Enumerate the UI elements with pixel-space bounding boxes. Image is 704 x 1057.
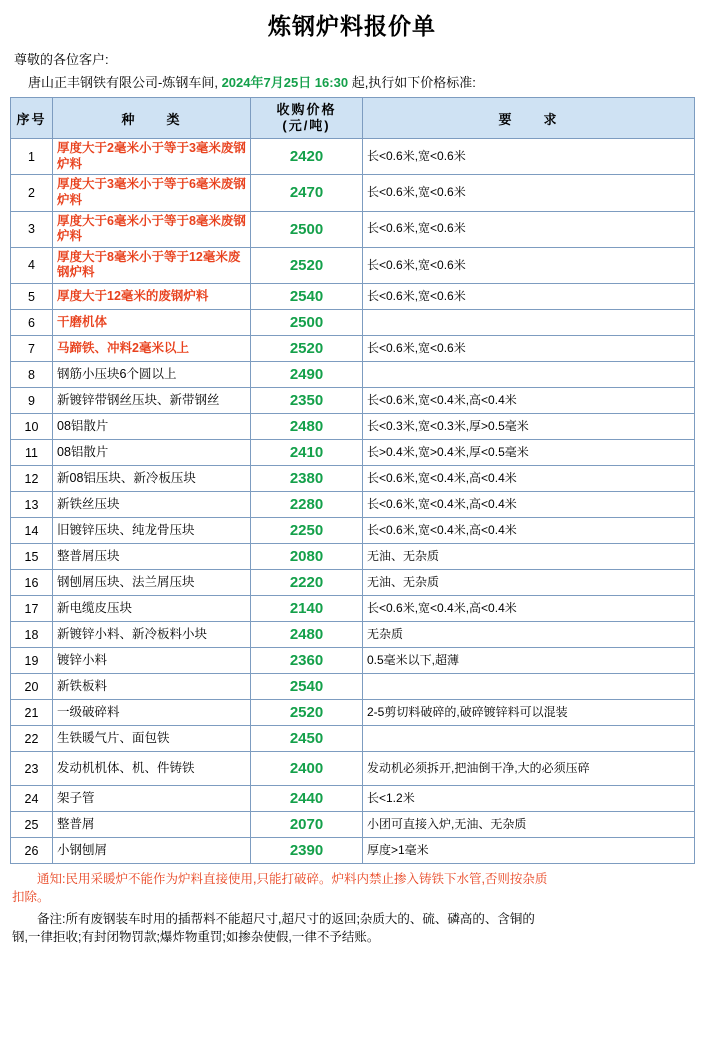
page-title: 炼钢炉料报价单 (268, 13, 436, 39)
cell-requirement: 长<0.6米,宽<0.4米,高<0.4米 (363, 388, 695, 414)
cell-kind: 厚度大于6毫米小于等于8毫米废钢炉料 (53, 211, 251, 247)
cell-requirement: 无杂质 (363, 622, 695, 648)
header-requirement: 要 求 (363, 98, 695, 139)
table-row (11, 726, 695, 752)
table-row (11, 544, 695, 570)
cell-kind: 厚度大于3毫米小于等于6毫米废钢炉料 (53, 175, 251, 211)
table-row (11, 622, 695, 648)
cell-price: 2410 (251, 440, 363, 466)
remark-line-1: 备注:所有废钢装车时用的插帮料不能超尺寸,超尺寸的返回;杂质大的、硫、磷高的、含铜的 (37, 912, 535, 927)
header-kind: 种 类 (53, 98, 251, 139)
cell-index: 24 (11, 786, 53, 812)
cell-price: 2520 (251, 247, 363, 283)
cell-price: 2520 (251, 336, 363, 362)
cell-price: 2140 (251, 596, 363, 622)
table-row (11, 570, 695, 596)
table-row (11, 752, 695, 786)
cell-kind: 新镀锌小料、新冷板料小块 (53, 622, 251, 648)
cell-kind: 整普屑 (53, 812, 251, 838)
cell-requirement: 无油、无杂质 (363, 544, 695, 570)
cell-index: 16 (11, 570, 53, 596)
cell-kind: 新08铝压块、新冷板压块 (53, 466, 251, 492)
cell-index: 8 (11, 362, 53, 388)
cell-kind: 马蹄铁、冲料2毫米以上 (53, 336, 251, 362)
cell-requirement: 长>0.4米,宽>0.4米,厚<0.5毫米 (363, 440, 695, 466)
cell-index: 12 (11, 466, 53, 492)
notice-line-2: 扣除。 (12, 890, 50, 905)
cell-price: 2450 (251, 726, 363, 752)
header-price-line2: (元/吨) (282, 118, 331, 133)
cell-index: 22 (11, 726, 53, 752)
header-price (251, 98, 363, 139)
table-row (11, 139, 695, 175)
cell-index: 11 (11, 440, 53, 466)
table-row (11, 700, 695, 726)
cell-requirement: 长<1.2米 (363, 786, 695, 812)
table-row (11, 596, 695, 622)
cell-index: 26 (11, 838, 53, 864)
table-row (11, 388, 695, 414)
cell-kind: 厚度大于12毫米的废钢炉料 (53, 284, 251, 310)
table-row (11, 440, 695, 466)
table-row (11, 336, 695, 362)
cell-requirement: 小团可直接入炉,无油、无杂质 (363, 812, 695, 838)
cell-requirement: 长<0.6米,宽<0.6米 (363, 336, 695, 362)
cell-index: 9 (11, 388, 53, 414)
cell-kind: 厚度大于8毫米小于等于12毫米废钢炉料 (53, 247, 251, 283)
cell-requirement (363, 362, 695, 388)
table-row (11, 414, 695, 440)
cell-kind: 镀锌小料 (53, 648, 251, 674)
cell-price: 2070 (251, 812, 363, 838)
cell-price: 2540 (251, 674, 363, 700)
notice-line-1: 通知:民用采暖炉不能作为炉料直接使用,只能打破碎。炉料内禁止掺入铸铁下水管,否则按杂质 (37, 872, 548, 886)
remark-line-2: 钢,一律拒收;有封闭物罚款;爆炸物重罚;如掺杂使假,一律不予结账。 (12, 930, 380, 945)
cell-kind: 新铁板料 (53, 674, 251, 700)
header-price-line1: 收购价格 (276, 102, 337, 118)
cell-requirement: 长<0.6米,宽<0.6米 (363, 211, 695, 247)
cell-requirement: 无油、无杂质 (363, 570, 695, 596)
cell-kind: 小钢刨屑 (53, 838, 251, 864)
cell-kind: 钢筋小压块6个圆以上 (53, 362, 251, 388)
cell-requirement: 2-5剪切料破碎的,破碎镀锌料可以混装 (363, 700, 695, 726)
cell-kind: 生铁暖气片、面包铁 (53, 726, 251, 752)
table-row (11, 786, 695, 812)
intro-suffix: 起,执行如下价格标准: (351, 75, 476, 90)
cell-kind: 08铝散片 (53, 440, 251, 466)
cell-price: 2360 (251, 648, 363, 674)
cell-index: 13 (11, 492, 53, 518)
cell-price: 2500 (251, 310, 363, 336)
price-table-body (11, 139, 695, 864)
cell-price: 2480 (251, 622, 363, 648)
cell-kind: 发动机机体、机、件铸铁 (53, 752, 251, 786)
cell-index: 17 (11, 596, 53, 622)
cell-requirement: 长<0.6米,宽<0.6米 (363, 247, 695, 283)
cell-kind: 08铝散片 (53, 414, 251, 440)
cell-index: 5 (11, 284, 53, 310)
cell-price: 2480 (251, 414, 363, 440)
cell-requirement: 长<0.6米,宽<0.6米 (363, 284, 695, 310)
cell-price: 2540 (251, 284, 363, 310)
cell-requirement: 长<0.6米,宽<0.4米,高<0.4米 (363, 466, 695, 492)
cell-index: 23 (11, 752, 53, 786)
company-workshop: 唐山正丰钢铁有限公司-炼钢车间, (28, 75, 218, 90)
cell-price: 2520 (251, 700, 363, 726)
cell-index: 4 (11, 247, 53, 283)
table-row (11, 175, 695, 211)
cell-kind: 钢刨屑压块、法兰屑压块 (53, 570, 251, 596)
cell-price: 2350 (251, 388, 363, 414)
cell-index: 3 (11, 211, 53, 247)
cell-price: 2470 (251, 175, 363, 211)
cell-requirement (363, 310, 695, 336)
cell-index: 10 (11, 414, 53, 440)
intro-line (10, 70, 694, 97)
cell-requirement (363, 726, 695, 752)
cell-price: 2250 (251, 518, 363, 544)
notice-block (10, 864, 694, 906)
table-row (11, 838, 695, 864)
cell-kind: 新铁丝压块 (53, 492, 251, 518)
cell-price: 2220 (251, 570, 363, 596)
cell-index: 25 (11, 812, 53, 838)
table-header-row (11, 98, 695, 139)
cell-index: 18 (11, 622, 53, 648)
price-table (10, 97, 695, 864)
cell-price: 2500 (251, 211, 363, 247)
cell-requirement: 厚度>1毫米 (363, 838, 695, 864)
cell-kind: 旧镀锌压块、纯龙骨压块 (53, 518, 251, 544)
cell-price: 2390 (251, 838, 363, 864)
table-row (11, 310, 695, 336)
table-row (11, 648, 695, 674)
cell-price: 2080 (251, 544, 363, 570)
salutation: 尊敬的各位客户: (14, 52, 109, 67)
cell-index: 14 (11, 518, 53, 544)
cell-index: 15 (11, 544, 53, 570)
cell-price: 2380 (251, 466, 363, 492)
table-row (11, 812, 695, 838)
cell-index: 1 (11, 139, 53, 175)
header-index: 序号 (11, 98, 53, 139)
cell-price: 2420 (251, 139, 363, 175)
cell-index: 21 (11, 700, 53, 726)
cell-kind: 整普屑压块 (53, 544, 251, 570)
cell-index: 6 (11, 310, 53, 336)
cell-requirement (363, 674, 695, 700)
cell-requirement: 长<0.3米,宽<0.3米,厚>0.5毫米 (363, 414, 695, 440)
table-row (11, 211, 695, 247)
table-row (11, 362, 695, 388)
cell-price: 2440 (251, 786, 363, 812)
cell-kind: 新电缆皮压块 (53, 596, 251, 622)
cell-kind: 干磨机体 (53, 310, 251, 336)
cell-kind: 一级破碎料 (53, 700, 251, 726)
cell-index: 19 (11, 648, 53, 674)
table-row (11, 492, 695, 518)
cell-price: 2490 (251, 362, 363, 388)
table-row (11, 466, 695, 492)
table-row (11, 284, 695, 310)
cell-kind: 厚度大于2毫米小于等于3毫米废钢炉料 (53, 139, 251, 175)
cell-requirement: 长<0.6米,宽<0.4米,高<0.4米 (363, 492, 695, 518)
cell-index: 20 (11, 674, 53, 700)
cell-requirement: 长<0.6米,宽<0.6米 (363, 139, 695, 175)
cell-index: 2 (11, 175, 53, 211)
remark-block (10, 906, 694, 946)
table-row (11, 247, 695, 283)
table-row (11, 518, 695, 544)
cell-index: 7 (11, 336, 53, 362)
cell-price: 2400 (251, 752, 363, 786)
cell-requirement: 长<0.6米,宽<0.6米 (363, 175, 695, 211)
table-row (11, 674, 695, 700)
cell-requirement: 长<0.6米,宽<0.4米,高<0.4米 (363, 596, 695, 622)
cell-requirement: 0.5毫米以下,超薄 (363, 648, 695, 674)
cell-kind: 新镀锌带钢丝压块、新带钢丝 (53, 388, 251, 414)
cell-kind: 架子管 (53, 786, 251, 812)
effective-datetime: 2024年7月25日 16:30 (221, 75, 349, 90)
cell-price: 2280 (251, 492, 363, 518)
cell-requirement: 发动机必须拆开,把油倒干净,大的必须压碎 (363, 752, 695, 786)
cell-requirement: 长<0.6米,宽<0.4米,高<0.4米 (363, 518, 695, 544)
